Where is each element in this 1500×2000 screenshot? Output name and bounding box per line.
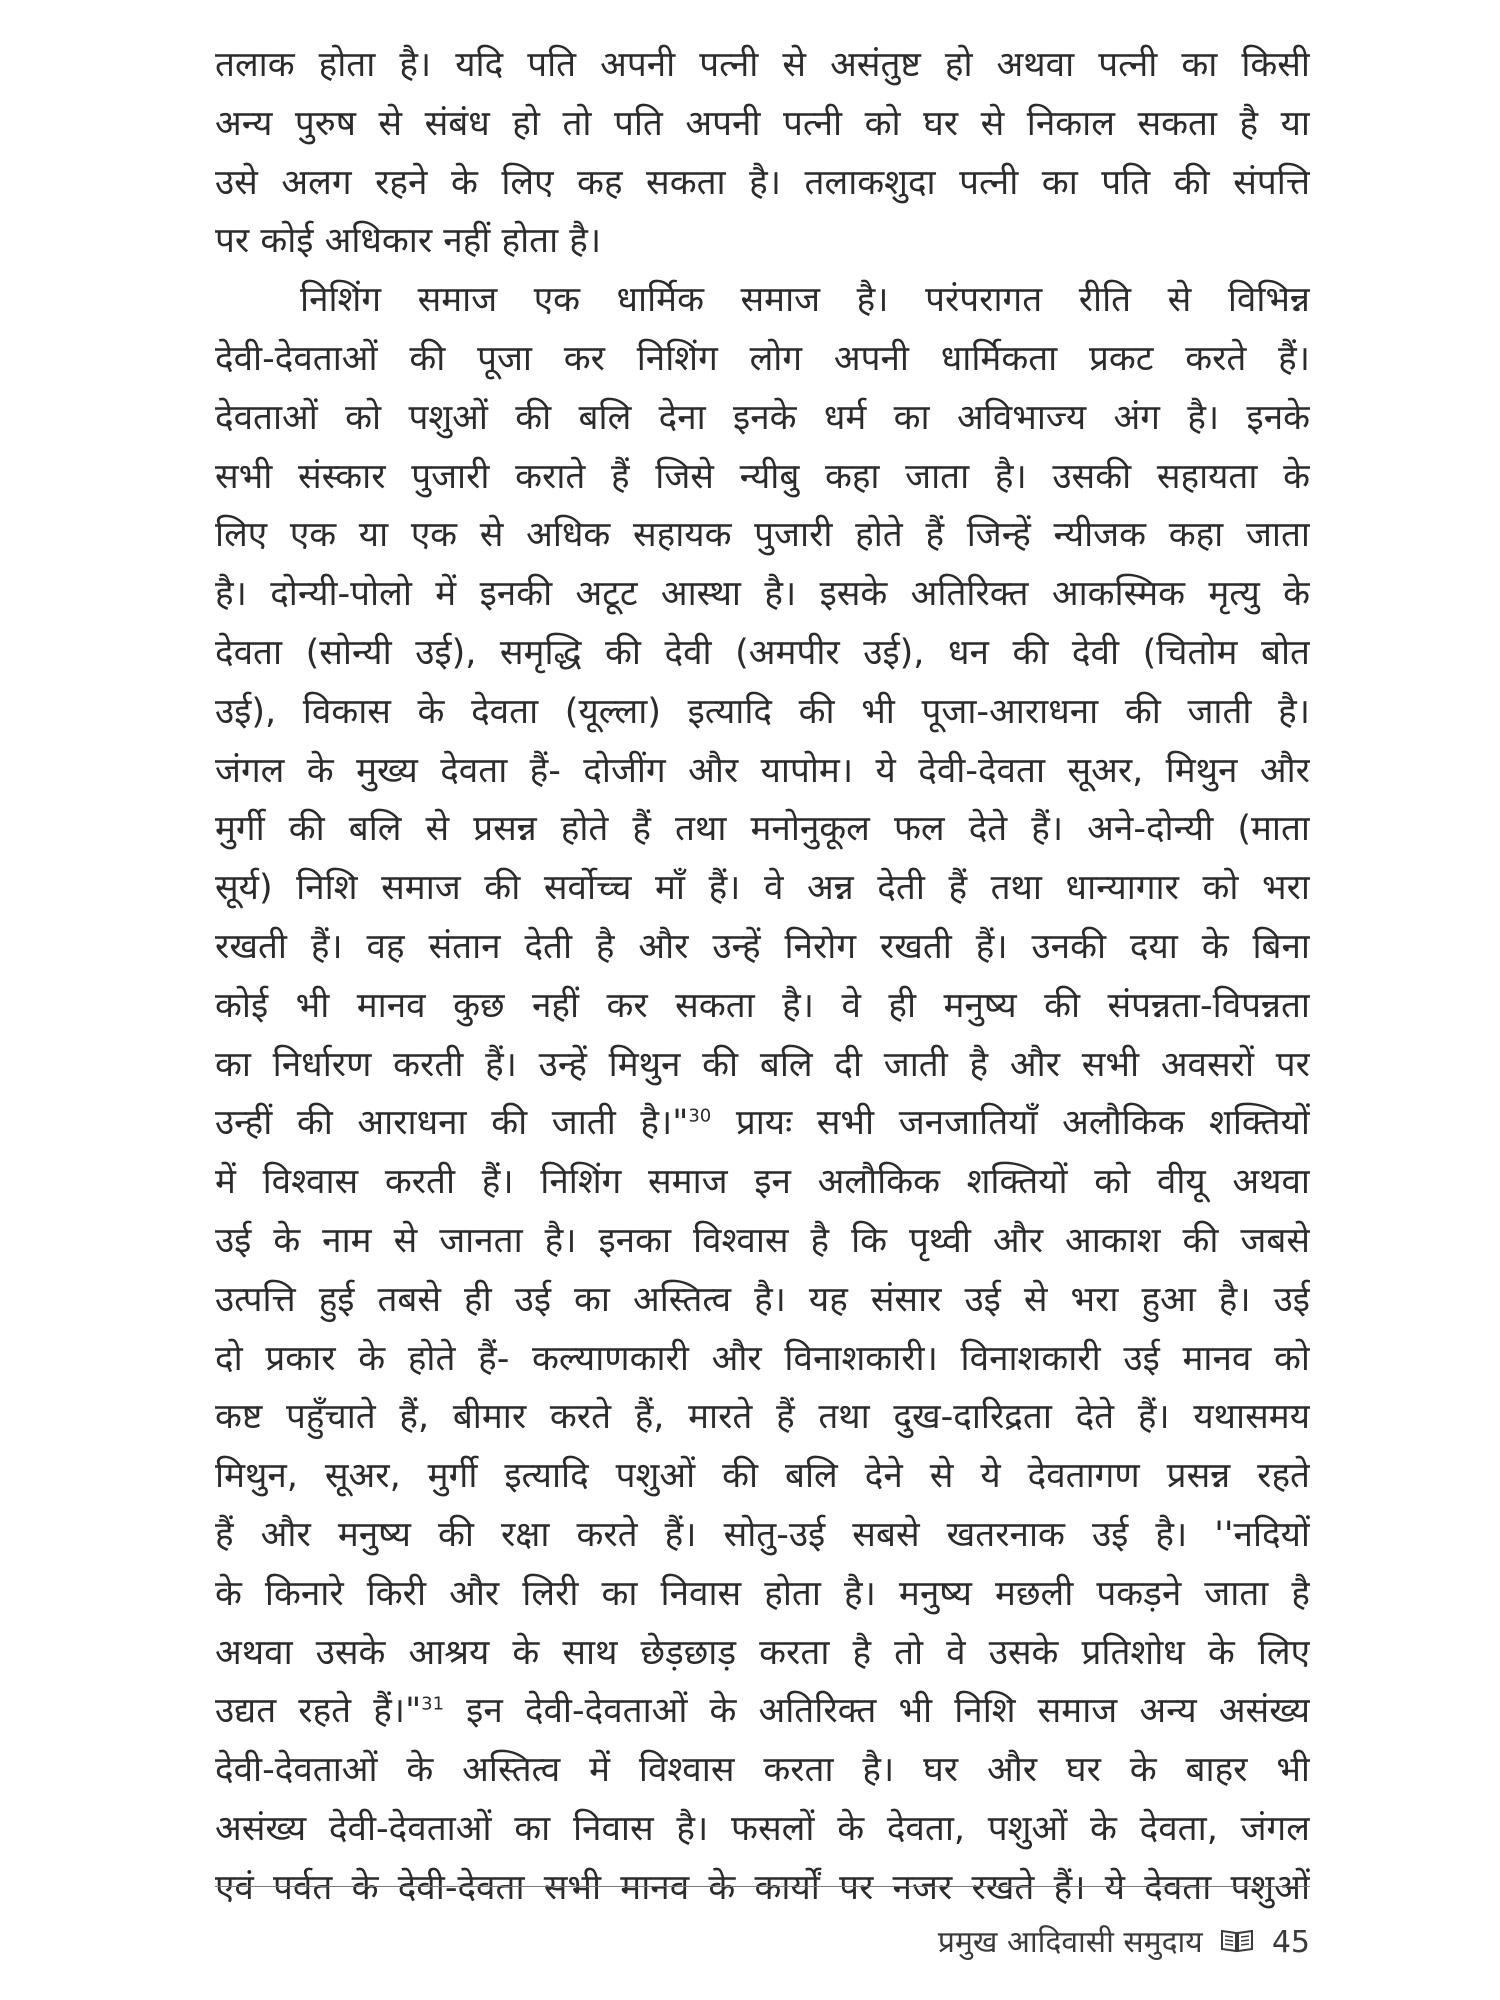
- text-line: उत्पत्ति हुई तबसे ही उई का अस्तित्व है। यह संसार उई से भरा हुआ है। उई: [215, 1279, 1310, 1320]
- text-line: कष्ट पहुँचाते हैं, बीमार करते हैं, मारते हैं तथा दुख-दारिद्रता देते हैं। यथासमय: [215, 1397, 1310, 1438]
- line-text: उद्यत रहते हैं।": [215, 1691, 422, 1732]
- page-number: 45: [1271, 1925, 1310, 1960]
- text-line-with-footnote: [215, 1682, 1310, 1741]
- footnote-marker: 30: [688, 1105, 712, 1127]
- open-book-icon: [1220, 1926, 1254, 1961]
- body-text: [215, 36, 1310, 1918]
- line-text: प्रायः सभी जनजातियाँ अलौकिक शक्तियों: [711, 1103, 1310, 1144]
- text-line: में विश्वास करती हैं। निशिंग समाज इन अलौकिक शक्तियों को वीयू अथवा: [215, 1162, 1310, 1203]
- text-line: लिए एक या एक से अधिक सहायक पुजारी होते हैं जिन्हें न्यीजक कहा जाता: [215, 515, 1310, 556]
- text-line: असंख्य देवी-देवताओं का निवास है। फसलों के देवता, पशुओं के देवता, जंगल: [215, 1808, 1310, 1849]
- text-line: उई), विकास के देवता (यूल्ला) इत्यादि की भी पूजा-आराधना की जाती है।: [215, 691, 1310, 732]
- text-line: देवी-देवताओं के अस्तित्व में विश्वास करता है। घर और घर के बाहर भी: [215, 1750, 1310, 1791]
- text-line-with-footnote: [215, 1094, 1310, 1153]
- text-line: देवताओं को पशुओं की बलि देना इनके धर्म का अविभाज्य अंग है। इनके: [215, 397, 1310, 438]
- text-line: हैं और मनुष्य की रक्षा करते हैं। सोतु-उई सबसे खतरनाक उई है। ''नदियों: [215, 1514, 1310, 1555]
- text-line: का निर्धारण करती हैं। उन्हें मिथुन की बलि दी जाती है और सभी अवसरों पर: [215, 1044, 1310, 1085]
- text-line: रखती हैं। वह संतान देती है और उन्हें निरोग रखती हैं। उनकी दया के बिना: [215, 926, 1310, 967]
- text-line: दो प्रकार के होते हैं- कल्याणकारी और विनाशकारी। विनाशकारी उई मानव को: [215, 1338, 1310, 1379]
- text-line: देवता (सोन्यी उई), समृद्धि की देवी (अमपीर उई), धन की देवी (चितोम बोत: [215, 632, 1310, 673]
- text-line: मुर्गी की बलि से प्रसन्न होते हैं तथा मनोनुकूल फल देते हैं। अने-दोन्यी (माता: [215, 809, 1310, 850]
- text-line: है। दोन्यी-पोलो में इनकी अटूट आस्था है। इसके अतिरिक्त आकस्मिक मृत्यु के: [215, 574, 1310, 615]
- text-line: उई के नाम से जानता है। इनका विश्वास है कि पृथ्वी और आकाश की जबसे: [215, 1220, 1310, 1261]
- text-line: निशिंग समाज एक धार्मिक समाज है। परंपरागत रीति से विभिन्न: [300, 280, 1310, 321]
- text-line: उसे अलग रहने के लिए कह सकता है। तलाकशुदा पत्नी का पति की संपत्ति: [215, 162, 1310, 203]
- text-line: जंगल के मुख्य देवता हैं- दोजींग और यापोम। ये देवी-देवता सूअर, मिथुन और: [215, 750, 1310, 791]
- text-line: कोई भी मानव कुछ नहीं कर सकता है। वे ही मनुष्य की संपन्नता-विपन्नता: [215, 985, 1310, 1026]
- text-line: अथवा उसके आश्रय के साथ छेड़छाड़ करता है तो वे उसके प्रतिशोध के लिए: [215, 1632, 1310, 1673]
- text-line: सूर्य) निशि समाज की सर्वोच्च माँ हैं। वे अन्न देती हैं तथा धान्यागार को भरा: [215, 868, 1310, 909]
- text-line: मिथुन, सूअर, मुर्गी इत्यादि पशुओं की बलि देने से ये देवतागण प्रसन्न रहते: [215, 1456, 1310, 1497]
- text-line: तलाक होता है। यदि पति अपनी पत्नी से असंतुष्ट हो अथवा पत्नी का किसी: [215, 45, 1310, 85]
- line-text: उन्हीं की आराधना की जाती है।": [215, 1103, 689, 1144]
- text-line: के किनारे किरी और लिरी का निवास होता है। मनुष्य मछली पकड़ने जाता है: [215, 1573, 1310, 1614]
- text-line: देवी-देवताओं की पूजा कर निशिंग लोग अपनी धार्मिकता प्रकट करते हैं।: [215, 338, 1310, 379]
- text-line: अन्य पुरुष से संबंध हो तो पति अपनी पत्नी को घर से निकाल सकता है या: [215, 103, 1310, 144]
- book-title: प्रमुख आदिवासी समुदाय: [937, 1925, 1203, 1960]
- page-footer: [938, 1920, 1310, 1961]
- line-text: इन देवी-देवताओं के अतिरिक्त भी निशि समाज अन्य असंख्य: [444, 1691, 1310, 1732]
- text-line: एवं पर्वत के देवी-देवता सभी मानव के कार्यों पर नजर रखते हैं। ये देवता पशुओं: [215, 1867, 1310, 1908]
- text-line: सभी संस्कार पुजारी कराते हैं जिसे न्यीबु कहा जाता है। उसकी सहायता के: [215, 456, 1310, 497]
- text-line: पर कोई अधिकार नहीं होता है।: [215, 221, 602, 262]
- footnote-marker: 31: [421, 1693, 445, 1715]
- footer-rule: [215, 1886, 1310, 1887]
